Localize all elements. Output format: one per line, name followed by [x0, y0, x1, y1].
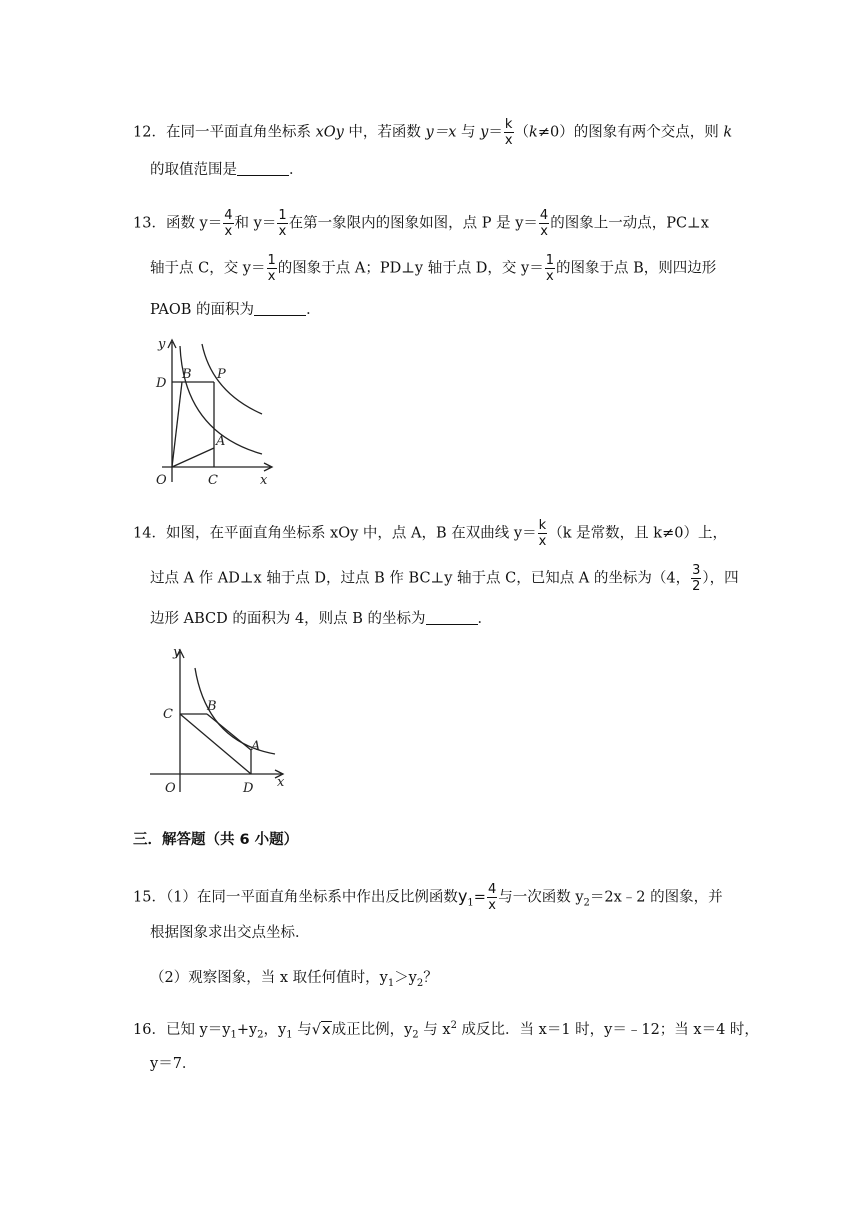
section-heading: 三．解答题（共 6 小题） [133, 832, 299, 848]
fraction-4-over-x: $\frac{4}{x}$ [487, 882, 497, 913]
sqrt-x: √x [311, 1021, 331, 1038]
q15-number: 15． [133, 889, 166, 906]
fraction-4-over-x: $\frac{4}{x}$ [539, 208, 549, 239]
q13-line1: 13．函数 y＝ $\frac{4}{x}$ 和 y＝ $\frac{1}{x}$ 在第一象限内的图象如图，点 P 是 y＝ $\frac{4}{x}$ 的图象上一动点，PC⊥x [133, 208, 709, 239]
fraction-1-over-x: $\frac{1}{x}$ [267, 253, 276, 284]
answer-blank[interactable] [237, 161, 289, 176]
segment-BA [207, 714, 251, 750]
q15-line2: 根据图象求出交点坐标． [150, 925, 310, 941]
q14-line2: 过点 A 作 AD⊥x 轴于点 D，过点 B 作 BC⊥y 轴于点 C，已知点 A 的坐标为（4， $\frac{3}{2}$ ），四 [150, 563, 739, 594]
q14-line3: 边形 ABCD 的面积为 4，则点 B 的坐标为 ． [150, 611, 493, 627]
label-C: C [208, 473, 218, 488]
label-y: y [158, 337, 166, 352]
segment-OB [172, 382, 182, 467]
label-y: y [173, 645, 181, 660]
label-A: A [251, 739, 261, 754]
answer-blank[interactable] [254, 301, 306, 316]
q12-line2: 的取值范围是 ． [150, 162, 304, 178]
q12-line1: 12．在同一平面直角坐标系 xOy 中，若函数 y＝x 与 y＝ $\frac{k}{x}$ （k≠0）的图象有两个交点，则 k [133, 117, 733, 148]
q16-number: 16． [133, 1021, 166, 1038]
fraction-1-over-x: $\frac{1}{x}$ [278, 208, 287, 239]
q16-line2: y＝7． [150, 1056, 197, 1072]
label-P: P [217, 367, 226, 382]
q13-line3: PAOB 的面积为 ． [150, 302, 321, 318]
q12-number: 12． [133, 124, 166, 141]
label-C: C [163, 707, 173, 722]
label-O: O [156, 473, 167, 488]
segment-CD [180, 714, 251, 774]
q13-line2: 轴于点 C，交 y＝ $\frac{1}{x}$ 的图象于点 A；PD⊥y 轴于点 D，交 y＝ $\frac{1}{x}$ 的图象于点 B，则四边形 [150, 253, 717, 284]
q14-line1: 14．如图，在平面直角坐标系 xOy 中，点 A，B 在双曲线 y＝ $\frac{k}{x}$ （k 是常数，且 k≠0）上， [133, 518, 727, 549]
q15-line1: 15．（1）在同一平面直角坐标系中作出反比例函数$y_1=$ $\frac{4}{x}$ 与一次函数 $y_2=2x﹣2$ 的图象，并 [133, 882, 723, 913]
q13-figure [150, 332, 280, 492]
fraction-4-over-x: $\frac{4}{x}$ [224, 208, 233, 239]
curve-4-over-x [202, 344, 262, 414]
label-B: B [182, 367, 192, 382]
segment-OA [172, 448, 214, 467]
label-x: x [277, 775, 285, 790]
fraction-1-over-x: $\frac{1}{x}$ [545, 253, 555, 284]
fraction-k-over-x: $\frac{k}{x}$ [504, 117, 513, 148]
q16-line1: 16．已知 $y=y_1+y_2$，$y_1$ 与√x成正比例，$y_2$ 与 $x^2$ 成反比．当 x＝1 时，y＝﹣12；当 x＝4 时， [133, 1020, 759, 1041]
label-A: A [216, 434, 226, 449]
label-B: B [207, 699, 217, 714]
q14-figure [145, 642, 295, 802]
label-x: x [260, 473, 268, 488]
q14-number: 14． [133, 525, 166, 542]
fraction-3-over-2: $\frac{3}{2}$ [692, 563, 701, 594]
fraction-k-over-x: $\frac{k}{x}$ [538, 518, 547, 549]
label-D: D [156, 376, 167, 391]
label-D: D [243, 781, 254, 796]
label-O: O [165, 781, 176, 796]
answer-blank[interactable] [426, 610, 478, 625]
q13-number: 13． [133, 215, 166, 232]
q15-line3: （2）观察图象，当 x 取任何值时，$y_1>y_2$？ [150, 970, 438, 989]
